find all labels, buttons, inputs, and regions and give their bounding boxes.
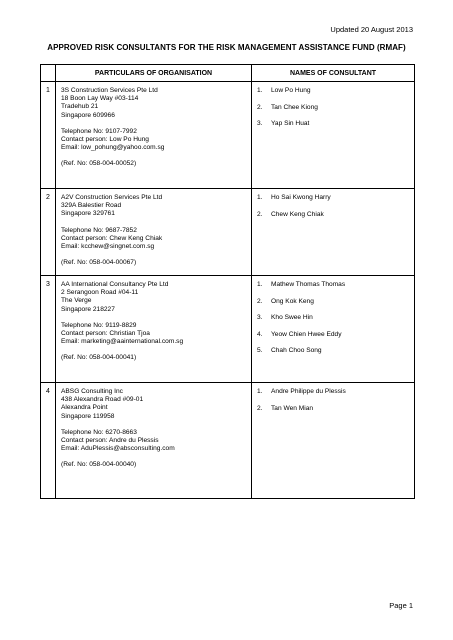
consultant-name: Ong Kok Keng	[271, 297, 314, 305]
organisation-cell	[56, 82, 252, 189]
address-line: 329A Balestier Road	[61, 202, 122, 210]
page-number: Page 1	[389, 601, 413, 610]
consultant-name: Mathew Thomas Thomas	[271, 281, 346, 288]
consultant-index: 3.	[257, 314, 263, 322]
consultant-item	[257, 314, 414, 322]
consultants-cell	[252, 82, 415, 189]
organisation-cell	[56, 276, 252, 383]
address-line: AA International Consultancy Pte Ltd	[61, 281, 169, 288]
consultant-item	[257, 211, 414, 219]
address-block	[61, 87, 251, 120]
consultant-name: Tan Chee Kiong	[271, 103, 318, 111]
updated-date: Updated 20 August 2013	[330, 25, 413, 34]
contact-line: Email: kcchew@singnet.com.sg	[61, 243, 155, 251]
address-line: The Verge	[61, 297, 92, 305]
address-line: A2V Construction Services Pte Ltd	[61, 194, 163, 201]
contact-block	[61, 429, 251, 454]
contact-line: Email: low_pohung@yahoo.com.sg	[61, 144, 165, 152]
consultants-cell	[252, 383, 415, 499]
table-row	[41, 189, 415, 276]
table-row	[41, 82, 415, 189]
address-block	[61, 281, 251, 314]
row-number: 4	[41, 383, 56, 499]
address-line: ABSG Consulting Inc	[61, 388, 123, 395]
consultant-name: Chah Choo Song	[271, 347, 322, 355]
address-line: Tradehub 21	[61, 103, 99, 111]
row-number: 1	[41, 82, 56, 189]
address-line: 3S Construction Services Pte Ltd	[61, 87, 158, 94]
address-line: 2 Serangoon Road #04-11	[61, 289, 139, 297]
organisation-cell	[56, 383, 252, 499]
consultant-item	[257, 347, 414, 355]
consultant-item	[257, 388, 414, 396]
organisation-cell	[56, 189, 252, 276]
consultant-name: Yap Sin Huat	[271, 120, 310, 128]
contact-line: Telephone No: 9687-7852	[61, 226, 137, 234]
reference-number: (Ref. No: 058-004-00040)	[61, 461, 137, 469]
address-line: Singapore 609966	[61, 111, 115, 119]
consultant-item	[257, 120, 414, 128]
contact-line: Contact person: Andre du Plessis	[61, 437, 159, 445]
consultant-item	[257, 405, 414, 413]
address-line: Singapore 329761	[61, 210, 115, 218]
consultants-cell	[252, 189, 415, 276]
row-number: 2	[41, 189, 56, 276]
contact-line: Email: marketing@aainternational.com.sg	[61, 338, 184, 346]
consultant-name: Kho Swee Hin	[271, 314, 313, 322]
contact-line: Telephone No: 9119-8829	[61, 321, 137, 329]
reference-number: (Ref. No: 058-004-00067)	[61, 259, 137, 267]
consultant-index: 1.	[257, 388, 263, 395]
address-line: 438 Alexandra Road #09-01	[61, 396, 144, 404]
contact-line: Telephone No: 6270-8663	[61, 428, 137, 436]
contact-line: Contact person: Chew Keng Chiak	[61, 234, 163, 242]
consultants-cell	[252, 276, 415, 383]
table-row	[41, 276, 415, 383]
consultant-item	[257, 104, 414, 112]
contact-block	[61, 128, 251, 153]
consultant-index: 4.	[257, 330, 263, 338]
consultant-item	[257, 281, 414, 289]
reference-number: (Ref. No: 058-004-00041)	[61, 354, 137, 362]
consultant-name: Low Po Hung	[271, 87, 311, 94]
consultant-name: Chew Keng Chiak	[271, 210, 324, 218]
row-number: 3	[41, 276, 56, 383]
header-consultant: NAMES OF CONSULTANT	[252, 65, 415, 82]
consultant-index: 2.	[257, 103, 263, 111]
consultant-name: Tan Wen Mian	[271, 404, 314, 412]
contact-block	[61, 227, 251, 252]
address-block	[61, 194, 251, 219]
consultant-name: Andre Philippe du Plessis	[271, 388, 346, 395]
consultant-index: 2.	[257, 297, 263, 305]
consultant-item	[257, 194, 414, 202]
contact-line: Email: AduPlessis@absconsulting.com	[61, 445, 175, 453]
document-title: APPROVED RISK CONSULTANTS FOR THE RISK MANAGEMENT ASSISTANCE FUND (RMAF)	[47, 43, 406, 52]
address-line: Singapore 218227	[61, 305, 115, 313]
consultant-item	[257, 87, 414, 95]
reference-number: (Ref. No: 058-004-00052)	[61, 160, 137, 168]
address-line: 18 Boon Lay Way #03-114	[61, 95, 139, 103]
contact-line: Telephone No: 9107-7992	[61, 127, 137, 135]
address-line: Singapore 119958	[61, 412, 115, 420]
consultant-index: 3.	[257, 120, 263, 128]
consultant-name: Yeow Chien Hwee Eddy	[271, 330, 342, 338]
header-number-cell	[41, 65, 56, 82]
address-line: Alexandra Point	[61, 404, 108, 412]
consultants-table	[40, 64, 415, 499]
contact-line: Contact person: Christian Tjoa	[61, 330, 150, 338]
table-header-row	[41, 65, 415, 82]
table-body	[41, 82, 415, 499]
table-row	[41, 383, 415, 499]
contact-block	[61, 322, 251, 347]
consultant-name: Ho Sai Kwong Harry	[271, 194, 331, 201]
header-organisation: PARTICULARS OF ORGANISATION	[56, 65, 252, 82]
address-block	[61, 388, 251, 421]
consultant-index: 1.	[257, 194, 263, 201]
contact-line: Contact person: Low Po Hung	[61, 136, 149, 144]
consultant-item	[257, 331, 414, 339]
consultant-index: 2.	[257, 210, 263, 218]
consultant-index: 1.	[257, 87, 263, 94]
consultant-item	[257, 298, 414, 306]
consultant-index: 1.	[257, 281, 263, 288]
consultant-index: 2.	[257, 404, 263, 412]
consultant-index: 5.	[257, 347, 263, 355]
